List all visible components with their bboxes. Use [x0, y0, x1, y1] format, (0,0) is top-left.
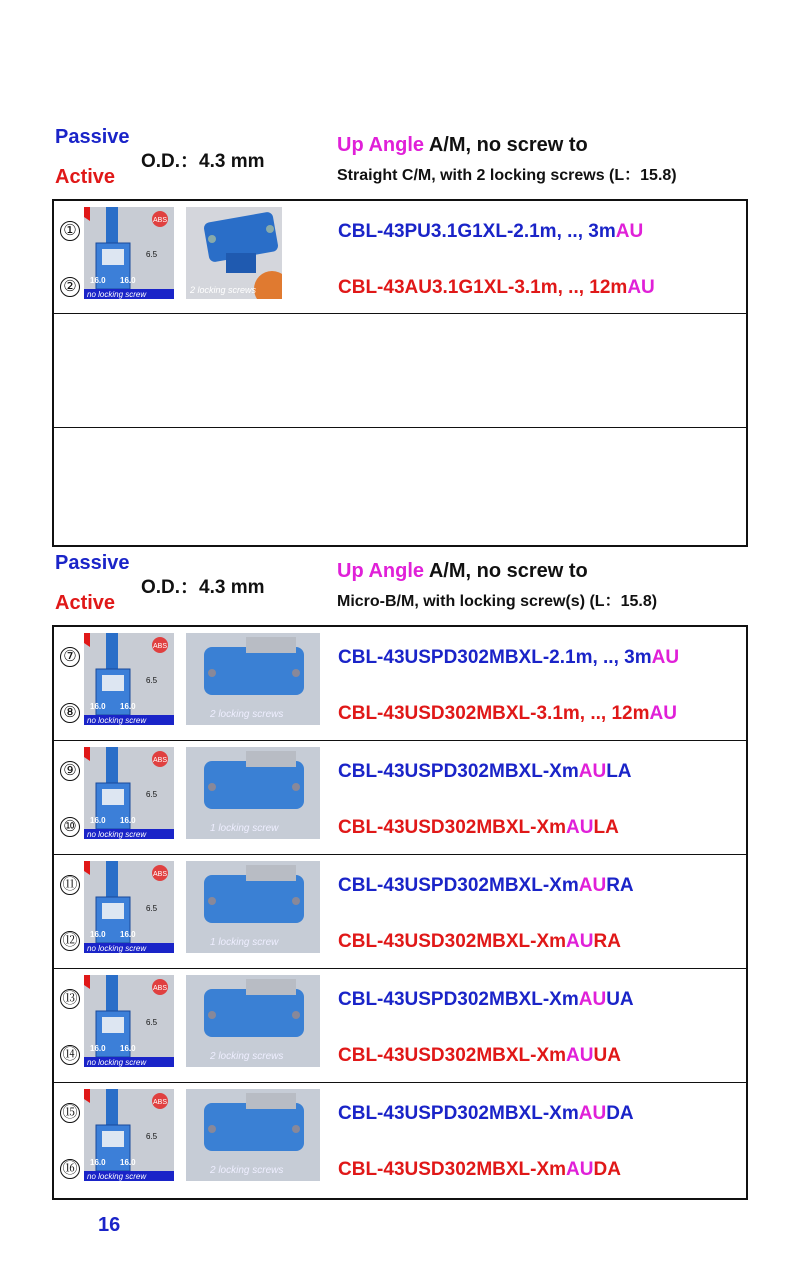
cable-description-line1: Up Angle A/M, no screw to	[337, 560, 588, 582]
item-number: ⑧	[60, 703, 80, 723]
svg-text:6.5: 6.5	[146, 676, 158, 685]
svg-text:no locking screw: no locking screw	[87, 944, 147, 953]
svg-text:6.5: 6.5	[146, 790, 158, 799]
part-number-passive: CBL-43USPD302MBXL-XmAURA	[338, 875, 634, 896]
active-label: Active	[55, 166, 116, 188]
part-number-active: CBL-43USD302MBXL-3.1m, .., 12mAU	[338, 703, 677, 724]
svg-text:16.0: 16.0	[120, 1158, 136, 1167]
table-row	[54, 855, 746, 969]
item-number: ⑩	[60, 817, 80, 837]
svg-text:no locking screw: no locking screw	[87, 1058, 147, 1067]
svg-text:16.0: 16.0	[90, 930, 106, 939]
table-row	[54, 1083, 746, 1197]
svg-text:16.0: 16.0	[90, 1044, 106, 1053]
micro-b-connector-image	[186, 1089, 320, 1181]
product-table-1	[52, 199, 748, 547]
svg-text:2 locking screws: 2 locking screws	[190, 285, 257, 295]
svg-text:no locking screw: no locking screw	[87, 830, 147, 839]
outer-diameter: O.D.：4.3 mm	[141, 151, 265, 172]
part-number-passive: CBL-43USPD302MBXL-XmAULA	[338, 761, 632, 782]
item-number: ①	[60, 221, 80, 241]
item-number: ⑪	[60, 875, 80, 895]
svg-text:ABS: ABS	[152, 217, 168, 224]
table-row-empty	[54, 428, 746, 541]
micro-b-connector-image	[186, 747, 320, 839]
passive-label: Passive	[55, 552, 130, 574]
svg-text:6.5: 6.5	[146, 1018, 158, 1027]
table-row	[54, 969, 746, 1083]
svg-text:no locking screw: no locking screw	[87, 290, 147, 299]
part-number-active: CBL-43USD302MBXL-XmAUUA	[338, 1045, 621, 1066]
svg-text:no locking screw: no locking screw	[87, 1172, 147, 1181]
part-number-active: CBL-43USD302MBXL-XmAULA	[338, 817, 619, 838]
part-number-passive: CBL-43PU3.1G1XL-2.1m, .., 3mAU	[338, 221, 644, 242]
item-number: ⑬	[60, 989, 80, 1009]
svg-text:1 locking screw: 1 locking screw	[210, 937, 279, 948]
svg-text:16.0: 16.0	[90, 1158, 106, 1167]
usb-a-connector-image	[84, 633, 174, 725]
svg-text:16.0: 16.0	[120, 1044, 136, 1053]
svg-text:ABS: ABS	[152, 1099, 168, 1106]
table-row-empty	[54, 314, 746, 428]
page-number: 16	[98, 1214, 121, 1236]
svg-text:16.0: 16.0	[90, 276, 106, 285]
svg-text:6.5: 6.5	[146, 1132, 158, 1141]
svg-text:6.5: 6.5	[146, 250, 158, 259]
usb-c-connector-image	[186, 207, 282, 299]
usb-a-connector-image	[84, 975, 174, 1067]
item-number: ⑯	[60, 1159, 80, 1179]
cable-description-line2: Straight C/M, with 2 locking screws (L：15.8)	[337, 167, 677, 184]
table-row	[54, 201, 746, 314]
svg-text:2 locking screws: 2 locking screws	[210, 1165, 284, 1176]
micro-b-connector-image	[186, 975, 320, 1067]
svg-text:16.0: 16.0	[120, 930, 136, 939]
usb-a-connector-image	[84, 207, 174, 299]
cable-description-line2: Micro-B/M, with locking screw(s) (L：15.8)	[337, 593, 658, 610]
item-number: ⑫	[60, 931, 80, 951]
part-number-active: CBL-43USD302MBXL-XmAURA	[338, 931, 621, 952]
svg-text:2 locking screws: 2 locking screws	[210, 1051, 284, 1062]
svg-text:16.0: 16.0	[90, 816, 106, 825]
svg-text:ABS: ABS	[152, 757, 168, 764]
svg-text:ABS: ABS	[152, 871, 168, 878]
svg-text:16.0: 16.0	[120, 816, 136, 825]
table-row	[54, 627, 746, 741]
active-label: Active	[55, 592, 116, 614]
item-number: ⑦	[60, 647, 80, 667]
part-number-active: CBL-43USD302MBXL-XmAUDA	[338, 1159, 621, 1180]
svg-text:16.0: 16.0	[120, 276, 136, 285]
svg-text:6.5: 6.5	[146, 904, 158, 913]
svg-text:ABS: ABS	[152, 985, 168, 992]
part-number-passive: CBL-43USPD302MBXL-XmAUUA	[338, 989, 634, 1010]
micro-b-connector-image	[186, 861, 320, 953]
item-number: ⑨	[60, 761, 80, 781]
item-number: ⑮	[60, 1103, 80, 1123]
svg-text:ABS: ABS	[152, 643, 168, 650]
section-header-1	[55, 126, 747, 192]
usb-a-connector-image	[84, 1089, 174, 1181]
svg-text:16.0: 16.0	[120, 702, 136, 711]
usb-a-connector-image	[84, 861, 174, 953]
item-number: ②	[60, 277, 80, 297]
usb-a-connector-image	[84, 747, 174, 839]
passive-label: Passive	[55, 126, 130, 148]
svg-text:no locking screw: no locking screw	[87, 716, 147, 725]
product-table-2	[52, 625, 748, 1200]
part-number-passive: CBL-43USPD302MBXL-2.1m, .., 3mAU	[338, 647, 680, 668]
section-header-2	[55, 552, 747, 618]
item-number: ⑭	[60, 1045, 80, 1065]
cable-description-line1: Up Angle A/M, no screw to	[337, 134, 588, 156]
part-number-passive: CBL-43USPD302MBXL-XmAUDA	[338, 1103, 634, 1124]
outer-diameter: O.D.：4.3 mm	[141, 577, 265, 598]
micro-b-connector-image	[186, 633, 320, 725]
svg-text:1 locking screw: 1 locking screw	[210, 823, 279, 834]
part-number-active: CBL-43AU3.1G1XL-3.1m, .., 12mAU	[338, 277, 655, 298]
table-row	[54, 741, 746, 855]
svg-text:2 locking screws: 2 locking screws	[210, 709, 284, 720]
svg-text:16.0: 16.0	[90, 702, 106, 711]
